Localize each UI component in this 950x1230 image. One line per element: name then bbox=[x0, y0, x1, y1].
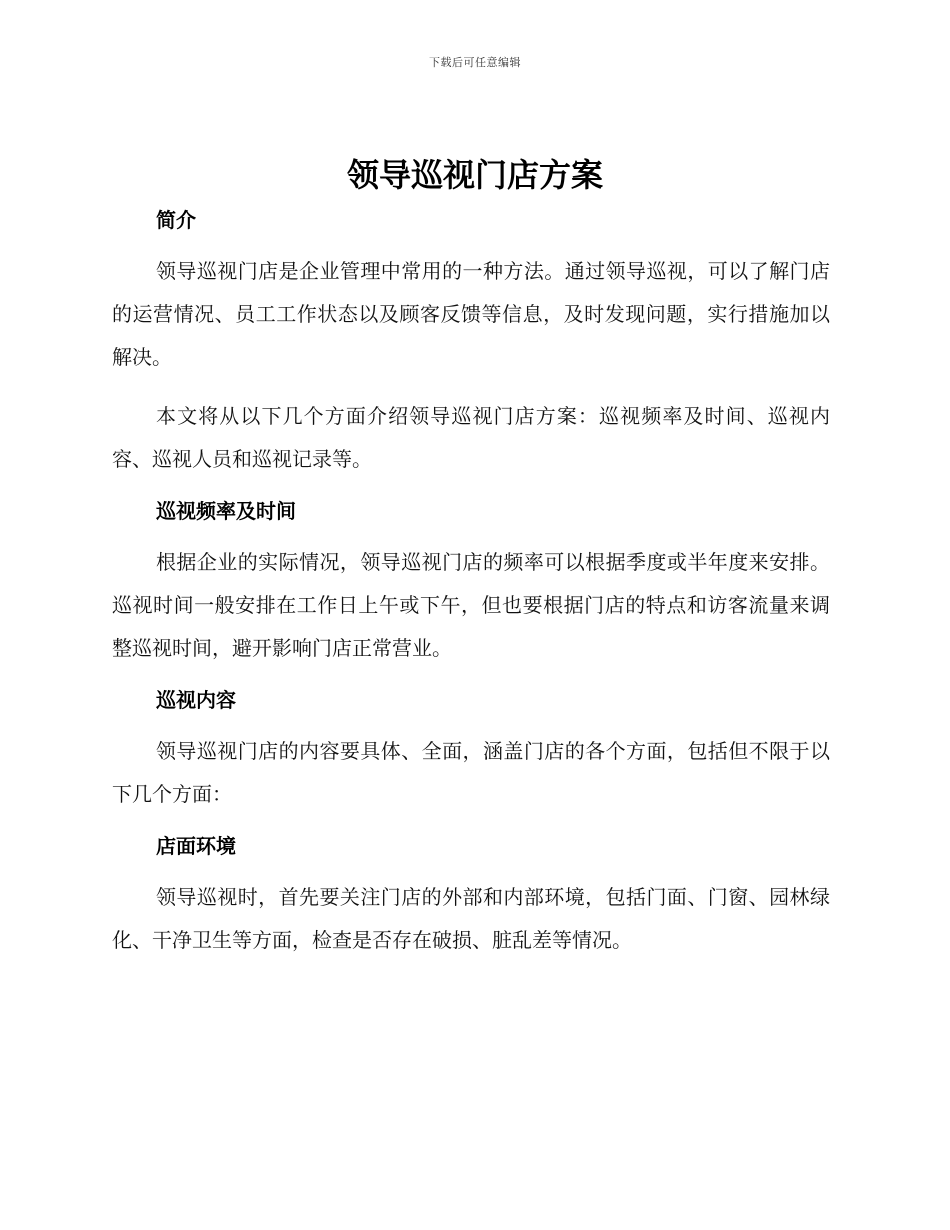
section-heading-environment: 店面环境 bbox=[156, 834, 236, 858]
document-body bbox=[112, 200, 830, 962]
frequency-paragraph-1: 根据企业的实际情况，领导巡视门店的频率可以根据季度或半年度来安排。巡视时间一般安排在工作日上午或下午，但也要根据门店的特点和访客流量来调整巡视时间，避开影响门店正常营业。 bbox=[112, 550, 830, 660]
content-paragraph-1: 领导巡视门店的内容要具体、全面，涵盖门店的各个方面，包括但不限于以下几个方面： bbox=[112, 739, 830, 806]
environment-paragraph-1: 领导巡视时，首先要关注门店的外部和内部环境，包括门面、门窗、园林绿化、干净卫生等方面，检查是否存在破损、脏乱差等情况。 bbox=[112, 885, 830, 952]
intro-paragraph-1: 领导巡视门店是企业管理中常用的一种方法。通过领导巡视，可以了解门店的运营情况、员工工作状态以及顾客反馈等信息，及时发现问题，实行措施加以解决。 bbox=[112, 259, 830, 369]
header-note: 下载后可任意编辑 bbox=[429, 56, 521, 69]
document-title: 领导巡视门店方案 bbox=[346, 156, 603, 194]
intro-paragraph-2: 本文将从以下几个方面介绍领导巡视门店方案：巡视频率及时间、巡视内容、巡视人员和巡视记录等。 bbox=[112, 404, 830, 471]
section-heading-intro: 简介 bbox=[156, 208, 196, 232]
section-heading-frequency: 巡视频率及时间 bbox=[156, 499, 296, 523]
section-heading-content: 巡视内容 bbox=[156, 688, 236, 712]
